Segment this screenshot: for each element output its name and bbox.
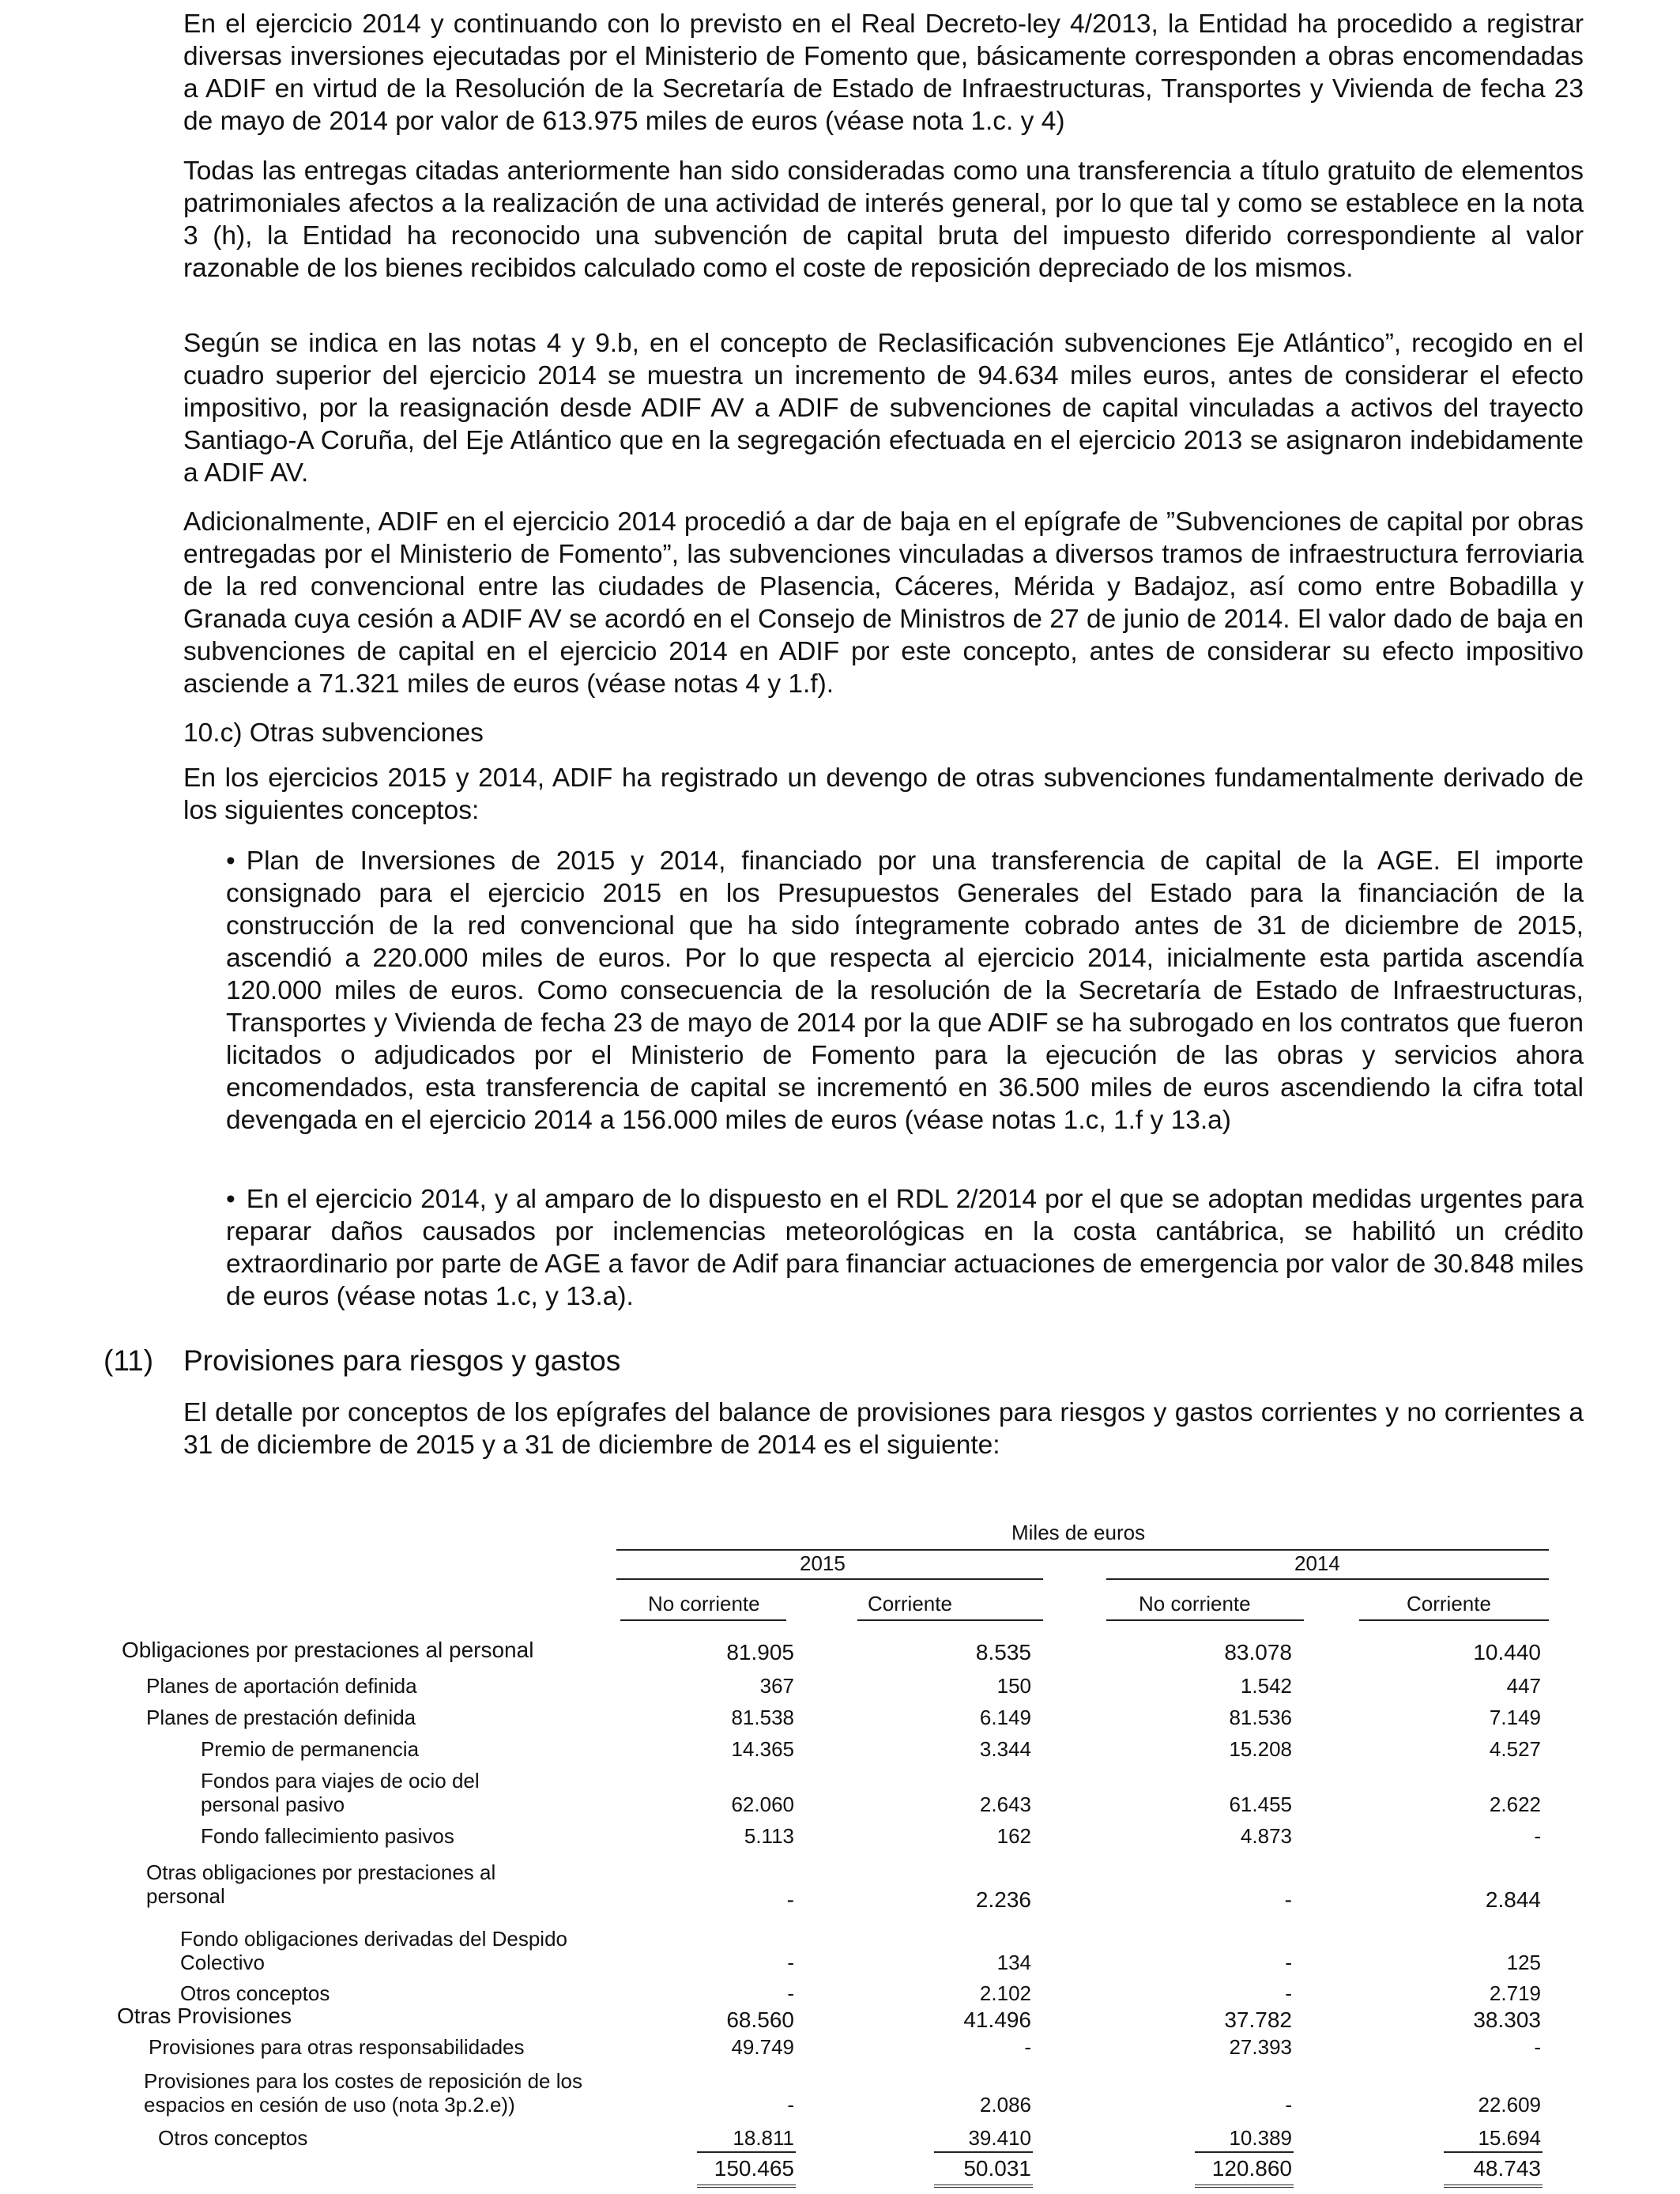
- table-cell: 2.622: [1489, 1793, 1541, 1816]
- header-rule-2015: [616, 1578, 1043, 1580]
- table-total: 50.031: [963, 2156, 1031, 2181]
- table-row-label: Planes de prestación definida: [146, 1706, 416, 1729]
- table-cell: 150: [996, 1674, 1031, 1698]
- table-cell: 6.149: [979, 1706, 1031, 1729]
- table-cell: 62.060: [731, 1793, 794, 1816]
- table-cell: 39.410: [968, 2126, 1031, 2150]
- table-row-label: Fondo obligaciones derivadas del Despido Colectivo: [180, 1927, 567, 1974]
- total-double-rule: [1444, 2185, 1543, 2188]
- table-cell: 2.719: [1489, 1981, 1541, 2005]
- total-rule: [1195, 2151, 1294, 2153]
- header-rule: [616, 1549, 1549, 1551]
- col-header: Corriente: [1407, 1592, 1491, 1615]
- header-rule-2014: [1106, 1578, 1549, 1580]
- table-cell: 162: [996, 1824, 1031, 1848]
- table-cell: -: [787, 1981, 794, 2005]
- table-cell: 4.873: [1240, 1824, 1292, 1848]
- total-rule: [697, 2151, 796, 2153]
- paragraph-4: Adicionalmente, ADIF en el ejercicio 2014 procedió a dar de baja en el epígrafe de ”Subvenciones de capital por obras entregadas por el Ministerio de Fomento”, las subvenciones vinculadas a diversos tramos de infraestructura ferroviaria de la red convencional entre las ciudades de Plasencia, Cáceres, Mérida y Badajoz, así como entre Bobadilla y Granada cuya cesión a ADIF AV se acordó en el Consejo de Ministros de 27 de junio de 2014. El valor dado de baja en subvenciones de capital en el ejercicio 2014 en ADIF por este concepto, antes de considerar su efecto impositivo asciende a 71.321 miles de euros (véase notas 4 y 1.f).: [183, 507, 1584, 699]
- paragraph-3: Según se indica en las notas 4 y 9.b, en el concepto de Reclasificación subvenciones Eje Atlántico”, recogido en el cuadro superior del ejercicio 2014 se muestra un incremento de 94.634 miles euros, antes de considerar el efecto impositivo, por la reasignación desde ADIF AV a ADIF de subvenciones de capital vinculadas a activos del trayecto Santiago-A Coruña, del Eje Atlántico que en la segregación efectuada en el ejercicio 2013 se asignaron indebidamente a ADIF AV.: [183, 329, 1584, 488]
- table-cell: 7.149: [1489, 1706, 1541, 1729]
- bullet-icon: •: [226, 1185, 235, 1214]
- table-cell: 1.542: [1240, 1674, 1292, 1698]
- section-number: (11): [104, 1344, 154, 1377]
- table-cell: 38.303: [1473, 2007, 1541, 2032]
- table-row-label: Fondo fallecimiento pasivos: [201, 1824, 454, 1848]
- table-cell: 2.236: [975, 1887, 1031, 1912]
- table-cell: 134: [996, 1951, 1031, 1974]
- subsection-intro: En los ejercicios 2015 y 2014, ADIF ha registrado un devengo de otras subvenciones fundamentalmente derivado de los siguientes conceptos:: [183, 763, 1584, 825]
- paragraph-2: Todas las entregas citadas anteriormente han sido consideradas como una transferencia a título gratuito de elementos patrimoniales afectos a la realización de una actividad de interés general, por lo que tal y como se establece en la nota 3 (h), la Entidad ha reconocido una subvención de capital bruta del impuesto diferido correspondiente al valor razonable de los bienes recibidos calculado como el coste de reposición depreciado de los mismos.: [183, 156, 1584, 283]
- table-cell: 22.609: [1478, 2093, 1541, 2117]
- table-cell: 18.811: [733, 2126, 794, 2150]
- table-cell: 81.905: [726, 1640, 794, 1664]
- table-cell: -: [787, 1951, 794, 1974]
- table-cell: 81.538: [731, 1706, 794, 1729]
- table-cell: 3.344: [979, 1737, 1031, 1761]
- table-cell: 83.078: [1224, 1640, 1292, 1664]
- table-row-label: Otros conceptos: [158, 2126, 308, 2150]
- table-cell: 37.782: [1224, 2007, 1292, 2032]
- table-row-label: Otras obligaciones por prestaciones al personal: [146, 1860, 496, 1908]
- table-cell: -: [1024, 2035, 1031, 2059]
- col-header: No corriente: [1139, 1592, 1251, 1615]
- col-rule: [1359, 1619, 1549, 1621]
- table-cell: 61.455: [1229, 1793, 1292, 1816]
- table-cell: 2.844: [1485, 1887, 1541, 1912]
- table-cell: -: [1534, 1824, 1541, 1848]
- subsection-title: 10.c) Otras subvenciones: [183, 718, 484, 748]
- table-row-label: Otras Provisiones: [117, 2004, 292, 2028]
- table-total: 48.743: [1473, 2156, 1541, 2181]
- table-cell: 2.102: [979, 1981, 1031, 2005]
- year-2015: 2015: [800, 1551, 846, 1575]
- table-cell: 367: [759, 1674, 794, 1698]
- table-row-label: Fondos para viajes de ocio del personal pasivo: [201, 1769, 480, 1816]
- total-double-rule: [934, 2185, 1033, 2188]
- total-rule: [934, 2151, 1033, 2153]
- table-cell: -: [1285, 1951, 1292, 1974]
- table-cell: 10.440: [1473, 1640, 1541, 1664]
- table-cell: -: [1285, 2093, 1292, 2117]
- table-cell: -: [1285, 1981, 1292, 2005]
- table-cell: 49.749: [731, 2035, 794, 2059]
- col-rule: [857, 1619, 1043, 1621]
- table-cell: 15.694: [1478, 2126, 1541, 2150]
- col-header: Corriente: [868, 1592, 952, 1615]
- section-title: Provisiones para riesgos y gastos: [183, 1344, 621, 1377]
- bullet-text: En el ejercicio 2014, y al amparo de lo dispuesto en el RDL 2/2014 por el que se adoptan medidas urgentes para reparar daños causados por inclemencias meteorológicas en la costa cantábrica, se habilitó un crédito extraordinario por parte de AGE a favor de Adif para financiar actuaciones de emergencia por valor de 30.848 miles de euros (véase notas 1.c, y 13.a).: [226, 1185, 1584, 1311]
- year-2014: 2014: [1294, 1551, 1340, 1575]
- col-rule: [620, 1619, 786, 1621]
- table-cell: 14.365: [731, 1737, 794, 1761]
- total-double-rule: [1195, 2185, 1294, 2188]
- total-rule: [1444, 2151, 1543, 2153]
- col-header: No corriente: [648, 1592, 760, 1615]
- table-cell: 2.086: [979, 2093, 1031, 2117]
- paragraph-1: En el ejercicio 2014 y continuando con lo previsto en el Real Decreto-ley 4/2013, la Entidad ha procedido a registrar diversas inversiones ejecutadas por el Ministerio de Fomento que, básicamente corresponden a obras encomendadas a ADIF en virtud de la Resolución de la Secretaría de Estado de Infraestructuras, Transportes y Vivienda de fecha 23 de mayo de 2014 por valor de 613.975 miles de euros (véase nota 1.c. y 4): [183, 9, 1584, 136]
- table-row-label: Planes de aportación definida: [146, 1674, 417, 1698]
- col-rule: [1106, 1619, 1304, 1621]
- table-cell: 15.208: [1229, 1737, 1292, 1761]
- table-cell: -: [786, 1887, 794, 1912]
- table-unit: Miles de euros: [1011, 1521, 1146, 1544]
- table-total: 120.860: [1211, 2156, 1292, 2181]
- table-row-label: Premio de permanencia: [201, 1737, 420, 1761]
- bullet-item-2: [226, 1183, 1584, 1313]
- total-double-rule: [697, 2185, 796, 2188]
- table-cell: 2.643: [979, 1793, 1031, 1816]
- table-cell: 447: [1506, 1674, 1541, 1698]
- section-intro: El detalle por conceptos de los epígrafes del balance de provisiones para riesgos y gastos corrientes y no corrientes a 31 de diciembre de 2015 y a 31 de diciembre de 2014 es el siguiente:: [183, 1398, 1584, 1460]
- table-row-label: Otros conceptos: [180, 1981, 330, 2005]
- table-cell: 4.527: [1489, 1737, 1541, 1761]
- table-cell: 125: [1506, 1951, 1541, 1974]
- table-cell: 81.536: [1229, 1706, 1292, 1729]
- table-cell: 68.560: [726, 2007, 794, 2032]
- table-row-label: Provisiones para otras responsabilidades: [149, 2035, 525, 2059]
- bullet-item-1: [226, 845, 1584, 1137]
- table-cell: 27.393: [1229, 2035, 1292, 2059]
- table-cell: -: [1284, 1887, 1292, 1912]
- table-cell: 5.113: [744, 1824, 794, 1848]
- table-row-label: Provisiones para los costes de reposición de los espacios en cesión de uso (nota 3p.2.e)): [144, 2069, 582, 2117]
- table-cell: 8.535: [975, 1640, 1031, 1664]
- table-cell: -: [1534, 2035, 1541, 2059]
- table-cell: 41.496: [963, 2007, 1031, 2032]
- bullet-text: Plan de Inversiones de 2015 y 2014, financiado por una transferencia de capital de la AGE. El importe consignado para el ejercicio 2015 en los Presupuestos Generales del Estado para la financiación de la construcción de la red convencional que ha sido íntegramente cobrado antes de 31 de diciembre de 2015, ascendió a 220.000 miles de euros. Por lo que respecta al ejercicio 2014, inicialmente esta partida ascendía 120.000 miles de euros. Como consecuencia de la resolución de la Secretaría de Estado de Infraestructuras, Transportes y Vivienda de fecha 23 de mayo de 2014 por la que ADIF se ha subrogado en los contratos que fueron licitados o adjudicados por el Ministerio de Fomento para la ejecución de las obras y servicios ahora encomendados, esta transferencia de capital se incrementó en 36.500 miles de euros ascendiendo la cifra total devengada en el ejercicio 2014 a 156.000 miles de euros (véase notas 1.c, 1.f y 13.a): [226, 846, 1584, 1135]
- table-row-label: Obligaciones por prestaciones al personal: [122, 1638, 534, 1662]
- table-cell: -: [787, 2093, 794, 2117]
- bullet-icon: •: [226, 846, 235, 876]
- table-total: 150.465: [714, 2156, 794, 2181]
- table-cell: 10.389: [1229, 2126, 1292, 2150]
